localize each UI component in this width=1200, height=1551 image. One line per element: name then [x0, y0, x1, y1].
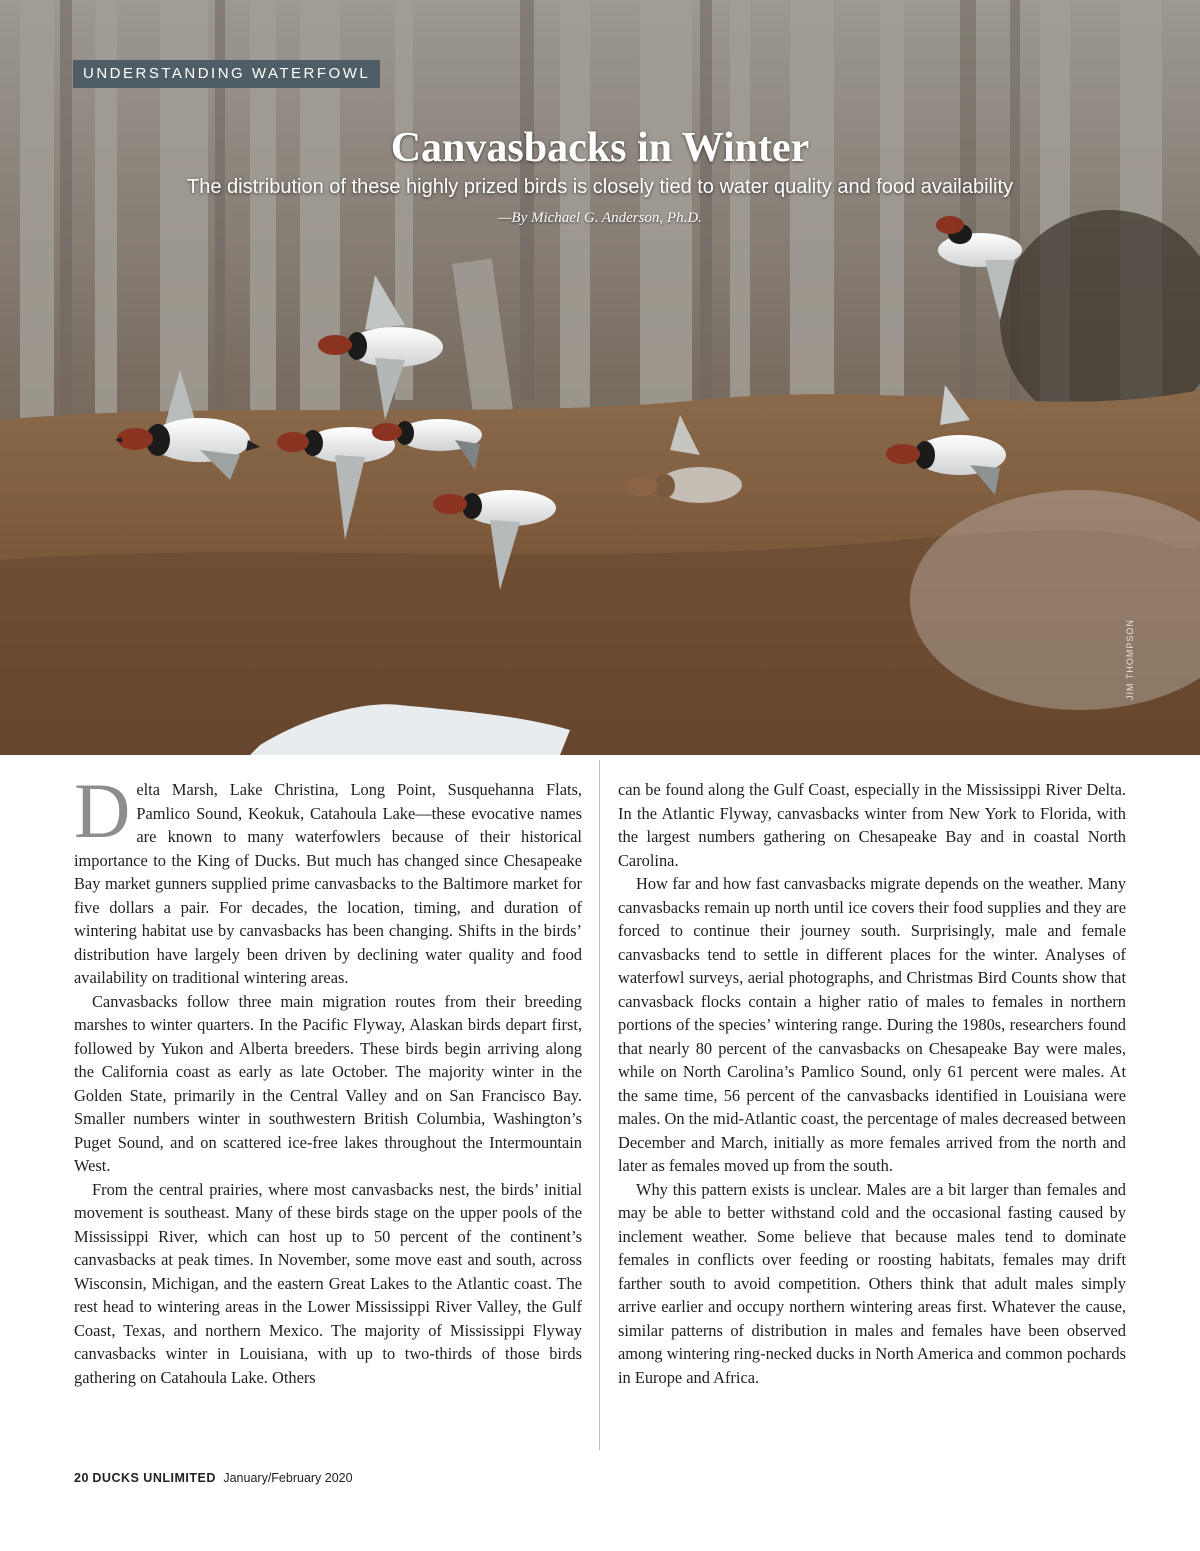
issue-date: January/February 2020 — [223, 1471, 353, 1485]
article-paragraph: Why this pattern exists is unclear. Males are a bit larger than females and may be able to better withstand cold and the occasional fasting caused by inclement weather. Some believe that because males tend to dominate females in conflicts over feeding or roosting habitats, females may drift farther south to avoid competition. Others think that adult males simply arrive earlier and occupy northern wintering areas first. Whatever the cause, similar patterns of distribution in males and females have been observed among wintering ring-necked ducks in North America and common pochards in Europe and Africa. — [618, 1179, 1126, 1387]
article-column-left — [74, 767, 582, 1389]
magazine-name: DUCKS UNLIMITED — [92, 1471, 216, 1485]
article-deck: The distribution of these highly prized birds is closely tied to water quality and food availability — [187, 176, 1013, 198]
article-paragraph: Delta Marsh, Lake Christina, Long Point, Susquehanna Flats, Pamlico Sound, Keokuk, Catahoula Lake—these evocative names are known to many waterfowlers because of their historical importance to the King of Ducks. But much has changed since Chesapeake Bay market gunners supplied prime canvasbacks to the Baltimore market for five dollars a pair. For decades, the location, timing, and duration of wintering habitat use by canvasbacks has been changing. Shifts in the birds’ distribution have largely been driven by declining water quality and food availability on traditional wintering areas. — [74, 767, 582, 987]
article-paragraph: How far and how fast canvasbacks migrate depends on the weather. Many canvasbacks remain up north until ice covers their food supplies and they are forced to continue their journey south. Surprisingly, male and female canvasbacks tend to settle in different places for the winter. Analyses of waterfowl surveys, aerial photographs, and Christmas Bird Counts show that canvasback flocks contain a higher ratio of males to females in northern portions of the species’ wintering range. During the 1980s, researchers found that nearly 80 percent of the canvasbacks on Chesapeake Bay were males, while on North Carolina’s Pamlico Sound, only 61 percent were males. At the same time, 56 percent of the canvasbacks identified in Louisiana were males. On the mid-Atlantic coast, the percentage of males decreased between December and March, initially as more females arrived from the north and later as females moved up from the south. — [618, 874, 1126, 1175]
article-title: Canvasbacks in Winter — [390, 125, 810, 171]
article-paragraph: can be found along the Gulf Coast, especially in the Mississippi River Delta. In the Atlantic Flyway, canvasbacks winter from New York to Florida, with the largest numbers gathering on Chesapeake Bay and in coastal North Carolina. — [618, 780, 1126, 870]
section-tag: UNDERSTANDING WATERFOWL — [73, 60, 380, 88]
article-column-right — [618, 778, 1126, 1389]
column-divider — [599, 760, 600, 1450]
hero-photo — [0, 0, 1200, 755]
article-paragraph: Canvasbacks follow three main migration routes from their breeding marshes to winter quarters. In the Pacific Flyway, Alaskan birds depart first, followed by Yukon and Alberta breeders. These birds begin arriving along the California coast as early as late October. The majority winter in the Golden State, primarily in the Central Valley and on San Francisco Bay. Smaller numbers winter in southwestern British Columbia, Washington’s Puget Sound, and on scattered ice-free lakes throughout the Intermountain West. — [74, 991, 582, 1175]
page-number: 20 — [74, 1471, 89, 1485]
forest-scene-illustration — [0, 0, 1200, 755]
article-byline: —By Michael G. Anderson, Ph.D. — [498, 210, 702, 226]
drop-cap: D — [74, 767, 131, 854]
article-paragraph: From the central prairies, where most canvasbacks nest, the birds’ initial movement is southeast. Many of these birds stage on the upper pools of the Mississippi River, which can host up to 50 percent of the continent’s canvasbacks at peak times. In November, some move east and south, across Wisconsin, Michigan, and the eastern Great Lakes to the Atlantic coast. The rest head to wintering areas in the Lower Mississippi River Valley, the Gulf Coast, Texas, and northern Mexico. The majority of Mississippi Flyway canvasbacks winter in Louisiana, with up to two-thirds of those birds gathering on Catahoula Lake. Others — [74, 1179, 582, 1387]
photo-credit: JIM THOMPSON — [1125, 619, 1135, 700]
page-folio — [74, 1471, 353, 1485]
